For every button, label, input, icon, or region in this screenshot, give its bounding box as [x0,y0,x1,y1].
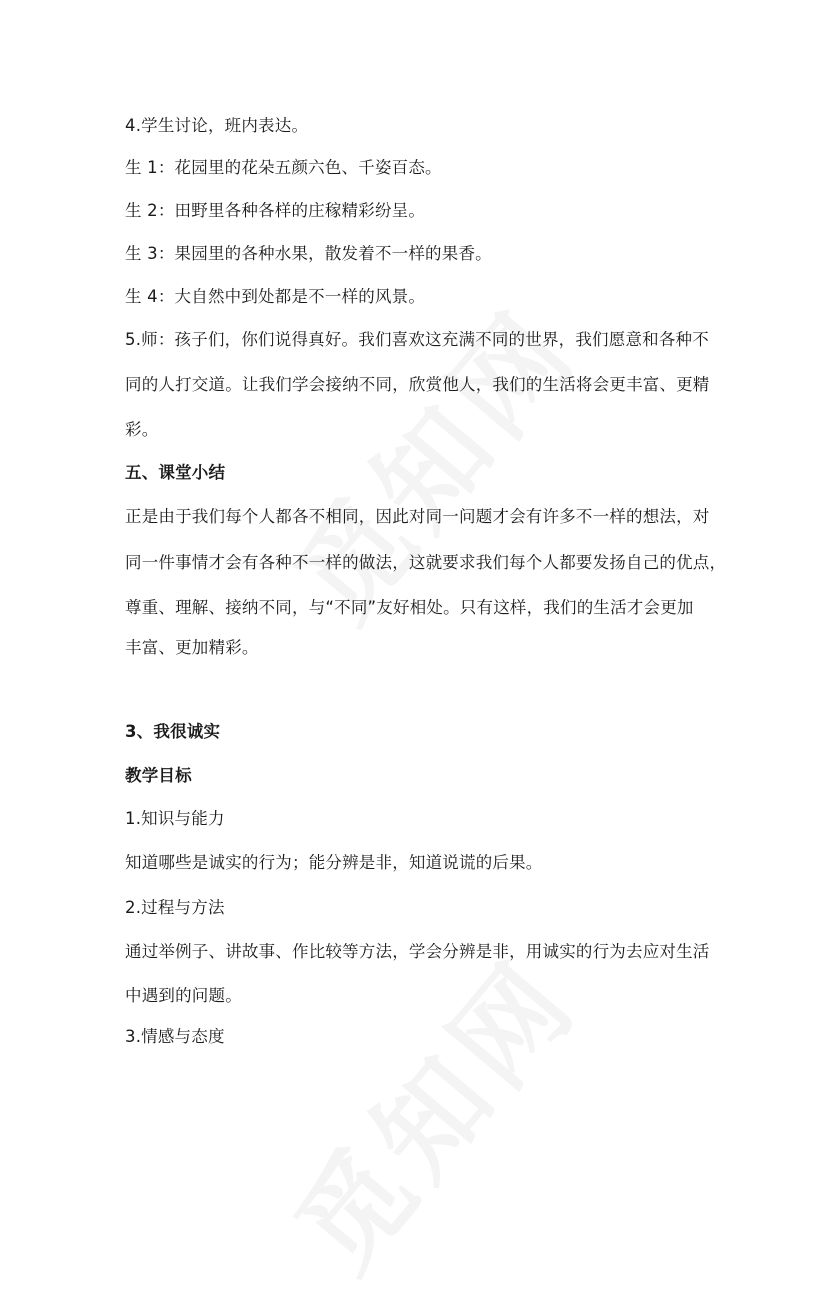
summary-paragraph-line-3: 尊重、理解、接纳不同，与“不同”友好相处。只有这样，我们的生活才会更加 [125,598,694,617]
teaching-goals-heading: 教学目标 [125,766,192,785]
student-1-answer: 生 1：花园里的花朵五颜六色、千姿百态。 [125,158,442,177]
teacher-summary-line-1: 5.师：孩子们，你们说得真好。我们喜欢这充满不同的世界，我们愿意和各种不 [125,330,709,349]
goal-3-heading: 3.情感与态度 [125,1027,225,1046]
student-4-answer: 生 4：大自然中到处都是不一样的风景。 [125,287,426,306]
step-4-discussion: 4.学生讨论，班内表达。 [125,116,309,135]
summary-paragraph-line-2: 同一件事情才会有各种不一样的做法，这就要求我们每个人都要发扬自己的优点， [125,553,727,572]
goal-1-text: 知道哪些是诚实的行为；能分辨是非，知道说谎的后果。 [125,853,543,872]
lesson-title: 3、我很诚实 [125,722,221,741]
watermark-lower [254,920,606,1297]
student-3-answer: 生 3：果园里的各种水果，散发着不一样的果香。 [125,244,492,263]
student-2-answer: 生 2：田野里各种各样的庄稼精彩纷呈。 [125,201,426,220]
teacher-summary-line-3: 彩。 [125,420,159,439]
summary-paragraph-line-1: 正是由于我们每个人都各不相同，因此对同一问题才会有许多不一样的想法，对 [125,507,710,526]
goal-2-text-line-1: 通过举例子、讲故事、作比较等方法，学会分辨是非，用诚实的行为去应对生活 [125,942,710,961]
goal-2-heading: 2.过程与方法 [125,898,225,917]
goal-2-text-line-2: 中遇到的问题。 [125,986,242,1005]
teacher-summary-line-2: 同的人打交道。让我们学会接纳不同，欣赏他人，我们的生活将会更丰富、更精 [125,375,710,394]
goal-1-heading: 1.知识与能力 [125,809,225,828]
section-heading-class-summary: 五、课堂小结 [125,463,226,482]
summary-paragraph-line-4: 丰富、更加精彩。 [125,638,259,657]
watermark [254,270,606,647]
